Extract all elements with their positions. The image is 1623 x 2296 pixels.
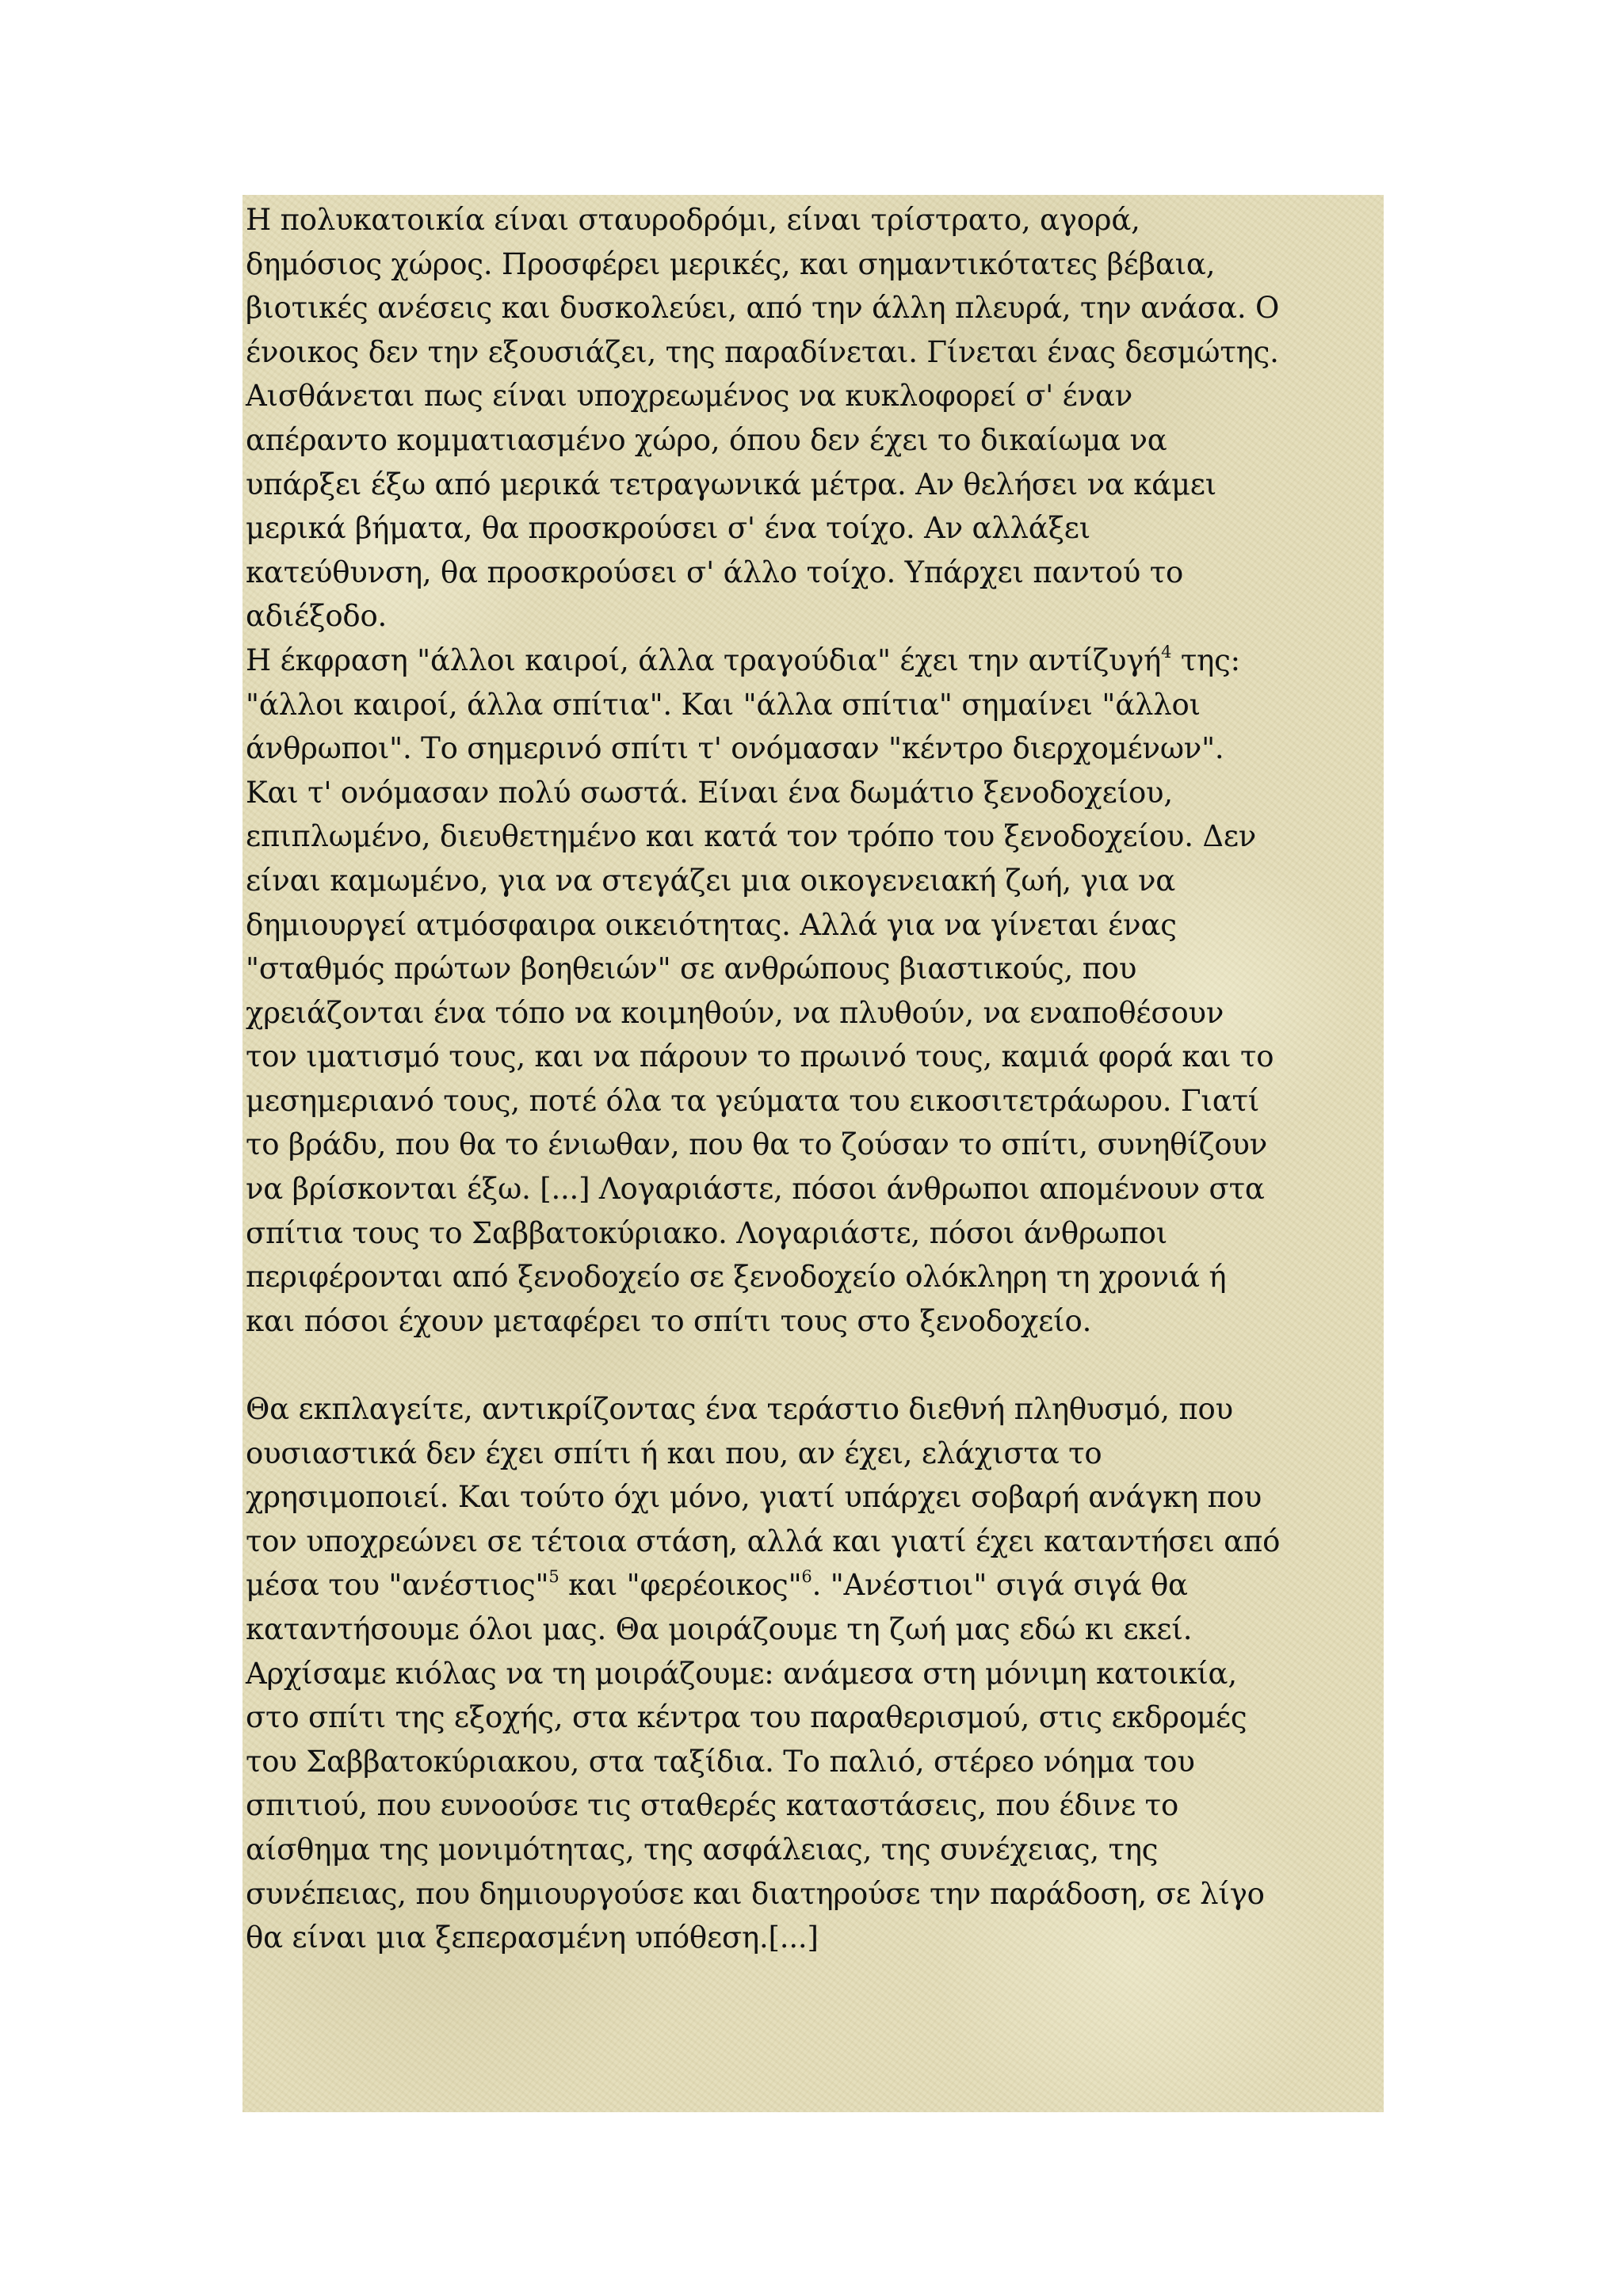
text-segment: Η έκφραση "άλλοι καιροί, άλλα τραγούδια" έχει την αντίζυγή bbox=[246, 643, 1162, 677]
text-block bbox=[246, 198, 1379, 1960]
paragraph-1 bbox=[246, 198, 1379, 639]
text-segment: μέσα του "ανέστιος" bbox=[246, 1568, 549, 1603]
text-line: "άλλοι καιροί, άλλα σπίτια". Και "άλλα σπίτια" σημαίνει "άλλοι bbox=[246, 687, 1201, 722]
text-line: τον υποχρεώνει σε τέτοια στάση, αλλά και γιατί έχει καταντήσει από bbox=[246, 1524, 1281, 1558]
text-line: στο σπίτι της εξοχής, στα κέντρα του παραθερισμού, στις εκδρομές bbox=[246, 1700, 1247, 1735]
text-line: μερικά βήματα, θα προσκρούσει σ' ένα τοίχο. Αν αλλάξει bbox=[246, 511, 1091, 546]
text-line: σπίτια τους το Σαββατοκύριακο. Λογαριάστε, πόσοι άνθρωποι bbox=[246, 1215, 1168, 1250]
text-line: υπάρξει έξω από μερικά τετραγωνικά μέτρα. Αν θελήσει να κάμει bbox=[246, 467, 1217, 502]
text-line: συνέπειας, που δημιουργούσε και διατηρούσε την παράδοση, σε λίγο bbox=[246, 1876, 1265, 1911]
text-line: "σταθμός πρώτων βοηθειών" σε ανθρώπους βιαστικούς, που bbox=[246, 952, 1137, 986]
text-line: θα είναι μια ξεπερασμένη υπόθεση.[...] bbox=[246, 1920, 819, 1955]
text-line: δημόσιος χώρος. Προσφέρει μερικές, και σημαντικότατες βέβαια, bbox=[246, 246, 1216, 281]
text-line: τον ιματισμό τους, και να πάρουν το πρωινό τους, καμιά φορά και το bbox=[246, 1039, 1274, 1074]
text-line: Αρχίσαμε κιόλας να τη μοιράζουμε: ανάμεσα στη μόνιμη κατοικία, bbox=[246, 1656, 1237, 1691]
footnote-marker: 6 bbox=[801, 1567, 812, 1587]
text-line: χρειάζονται ένα τόπο να κοιμηθούν, να πλυθούν, να εναποθέσουν bbox=[246, 995, 1224, 1030]
text-line: περιφέρονται από ξενοδοχείο σε ξενοδοχείο ολόκληρη τη χρονιά ή bbox=[246, 1260, 1227, 1295]
footnote-marker: 5 bbox=[548, 1567, 559, 1587]
text-line: καταντήσουμε όλοι μας. Θα μοιράζουμε τη ζωή μας εδώ κι εκεί. bbox=[246, 1612, 1193, 1646]
text-line: το βράδυ, που θα το ένιωθαν, που θα το ζούσαν το σπίτι, συνηθίζουν bbox=[246, 1127, 1268, 1162]
text-line: να βρίσκονται έξω. [...] Λογαριάστε, πόσοι άνθρωποι απομένουν στα bbox=[246, 1172, 1265, 1207]
text-line: σπιτιού, που ευνοούσε τις σταθερές καταστάσεις, που έδινε το bbox=[246, 1788, 1179, 1823]
text-segment: και "φερέοικος" bbox=[559, 1568, 802, 1603]
text-line: αίσθημα της μονιμότητας, της ασφάλειας, της συνέχειας, της bbox=[246, 1832, 1159, 1867]
text-line: αδιέξοδο. bbox=[246, 599, 388, 634]
text-line: είναι καμωμένο, για να στεγάζει μια οικογενειακή ζωή, για να bbox=[246, 863, 1176, 898]
text-line: Και τ' ονόμασαν πολύ σωστά. Είναι ένα δωμάτιο ξενοδοχείου, bbox=[246, 775, 1173, 810]
text-line: και πόσοι έχουν μεταφέρει το σπίτι τους στο ξενοδοχείο. bbox=[246, 1303, 1092, 1338]
text-line: απέραντο κομματιασμένο χώρο, όπου δεν έχει το δικαίωμα να bbox=[246, 422, 1167, 457]
text-line: ένοικος δεν την εξουσιάζει, της παραδίνεται. Γίνεται ένας δεσμώτης. bbox=[246, 334, 1279, 369]
text-line bbox=[246, 639, 1379, 683]
text-line: επιπλωμένο, διευθετημένο και κατά τον τρόπο του ξενοδοχείου. Δεν bbox=[246, 819, 1257, 854]
text-line: χρησιμοποιεί. Και τούτο όχι μόνο, γιατί υπάρχει σοβαρή ανάγκη που bbox=[246, 1480, 1262, 1515]
footnote-marker: 4 bbox=[1161, 642, 1172, 662]
text-segment: της: bbox=[1171, 643, 1240, 677]
text-line bbox=[246, 1563, 1379, 1608]
text-line: Θα εκπλαγείτε, αντικρίζοντας ένα τεράστιο διεθνή πληθυσμό, που bbox=[246, 1392, 1233, 1427]
text-line: του Σαββατοκύριακου, στα ταξίδια. Το παλιό, στέρεο νόημα του bbox=[246, 1744, 1195, 1779]
text-segment: . "Ανέστιοι" σιγά σιγά θα bbox=[812, 1568, 1188, 1603]
text-line: άνθρωποι". Το σημερινό σπίτι τ' ονόμασαν "κέντρο διερχομένων". bbox=[246, 731, 1224, 766]
paragraph-2 bbox=[246, 639, 1379, 1344]
text-line: δημιουργεί ατμόσφαιρα οικειότητας. Αλλά για να γίνεται ένας bbox=[246, 907, 1177, 942]
paragraph-gap bbox=[246, 1343, 1379, 1387]
text-line: βιοτικές ανέσεις και δυσκολεύει, από την άλλη πλευρά, την ανάσα. Ο bbox=[246, 291, 1280, 326]
text-line: Αισθάνεται πως είναι υποχρεωμένος να κυκλοφορεί σ' έναν bbox=[246, 379, 1132, 414]
text-line: Η πολυκατοικία είναι σταυροδρόμι, είναι τρίστρατο, αγορά, bbox=[246, 203, 1140, 237]
text-line: κατεύθυνση, θα προσκρούσει σ' άλλο τοίχο. Υπάρχει παντού το bbox=[246, 555, 1184, 589]
paragraph-3 bbox=[246, 1387, 1379, 1960]
text-line: μεσημεριανό τους, ποτέ όλα τα γεύματα του εικοσιτετράωρου. Γιατί bbox=[246, 1083, 1260, 1118]
text-line: ουσιαστικά δεν έχει σπίτι ή και που, αν έχει, ελάχιστα το bbox=[246, 1436, 1102, 1470]
